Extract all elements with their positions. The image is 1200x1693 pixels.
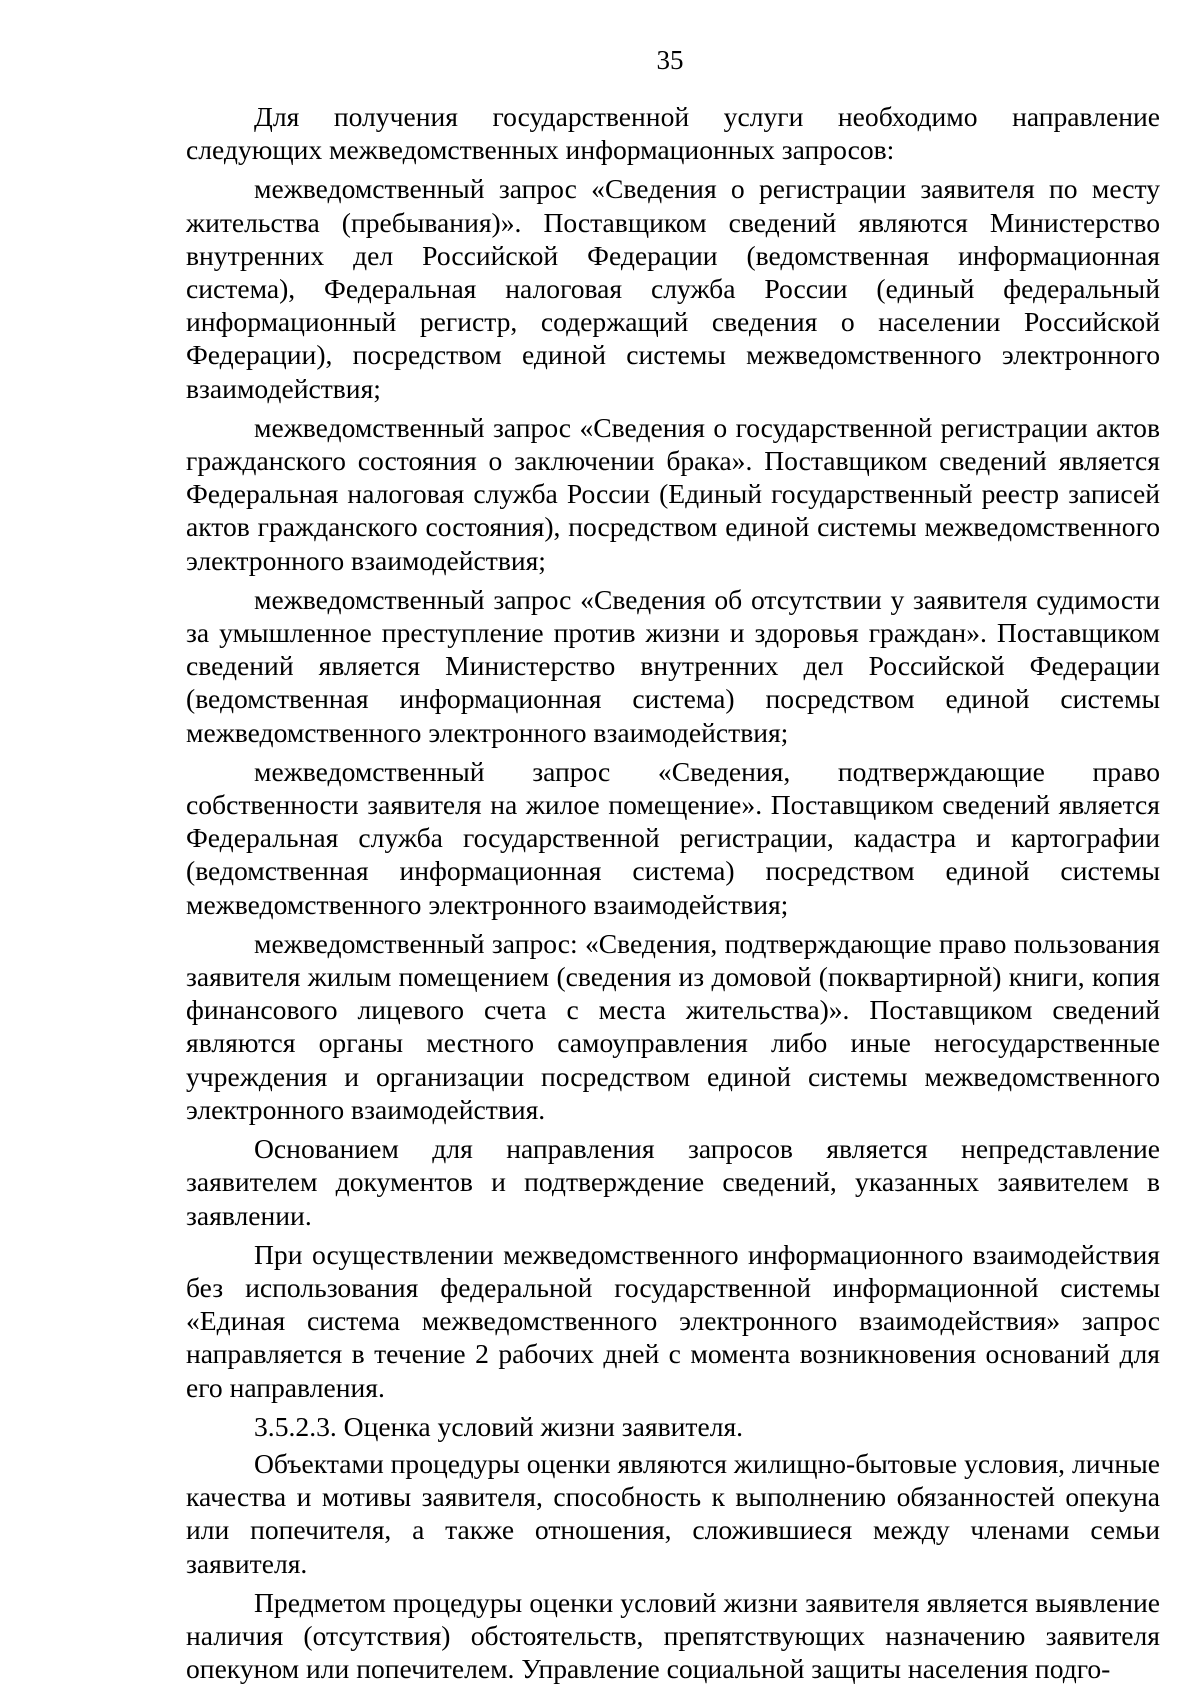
paragraph-request-usage-right: межведомственный запрос: «Сведения, подтверждающие право пользования заявителя жилым помещением (сведения из домовой (поквартирной) книги, копия финансового лицевого счета с места жительства)». Поставщиком сведений являются органы местного самоуправления либо иные негосударственные учреждения и организации посредством единой системы межведомственного электронного взаимодействия. <box>186 927 1160 1125</box>
paragraph-intro: Для получения государственной услуги необходимо направление следующих межведомственных информационных запросов: <box>186 101 1160 166</box>
paragraph-subject: Предметом процедуры оценки условий жизни заявителя является выявление наличия (отсутствия) обстоятельств, препятствующих назначению заявителя опекуном или попечителем. Управление социальной защиты населения подго- <box>186 1586 1160 1685</box>
paragraph-objects: Объектами процедуры оценки являются жилищно-бытовые условия, личные качества и мотивы заявителя, способность к выполнению обязанностей опекуна или попечителя, а также отношения, сложившиеся между членами семьи заявителя. <box>186 1447 1160 1579</box>
paragraph-request-ownership: межведомственный запрос «Сведения, подтверждающие право собственности заявителя на жилое помещение». Поставщиком сведений является Федеральная служба государственной регистрации, кадастра и картографии (ведомственная информационная система) посредством единой системы межведомственного электронного взаимодействия; <box>186 755 1160 920</box>
paragraph-request-criminal-record: межведомственный запрос «Сведения об отсутствии у заявителя судимости за умышленное преступление против жизни и здоровья граждан». Поставщиком сведений является Министерство внутренних дел Российской Федерации (ведомственная информационная система) посредством единой системы межведомственного электронного взаимодействия; <box>186 583 1160 748</box>
paragraph-basis: Основанием для направления запросов является непредставление заявителем документов и подтверждение сведений, указанных заявителем в заявлении. <box>186 1133 1160 1231</box>
body-text <box>186 100 1160 1691</box>
paragraph-request-registration: межведомственный запрос «Сведения о регистрации заявителя по месту жительства (пребывания)». Поставщиком сведений являются Министерство внутренних дел Российской Федерации (ведомственная информационная система), Федеральная налоговая служба России (единый федеральный информационный регистр, содержащий сведения о населении Российской Федерации), посредством единой системы межведомственного электронного взаимодействия; <box>186 173 1160 404</box>
section-heading: 3.5.2.3. Оценка условий жизни заявителя. <box>254 1410 744 1442</box>
paragraph-timing: При осуществлении межведомственного информационного взаимодействия без использования федеральной государственной информационной системы «Единая система межведомственного электронного взаимодействия» запрос направляется в течение 2 рабочих дней с момента возникновения оснований для его направления. <box>186 1238 1160 1403</box>
paragraph-request-marriage: межведомственный запрос «Сведения о государственной регистрации актов гражданского состояния о заключении брака». Поставщиком сведений является Федеральная налоговая служба России (Единый государственный реестр записей актов гражданского состояния), посредством единой системы межведомственного электронного взаимодействия; <box>186 411 1160 576</box>
page-number: 35 <box>656 45 684 75</box>
